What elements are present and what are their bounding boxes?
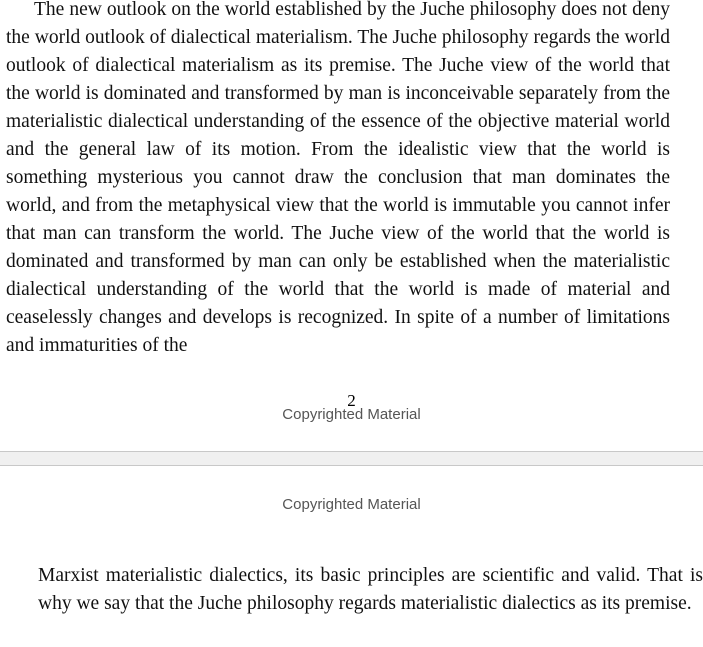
paragraph: Marxist materialistic dialectics, its basic principles are scientific and valid. That is why we say that the Juche philosophy regards materialistic dialectics as its premise. — [38, 565, 703, 614]
page-number: 2 — [347, 391, 356, 410]
paragraph: The new outlook on the world established by the Juche philosophy does not deny the world outlook of dialectical materialism. The Juche philosophy regards the world outlook of dialectical materialism as its premise. The Juche view of the world that the world is dominated and transformed by man is inconceivable separately from the materialistic dialectical understanding of the essence of the objective material world and the general law of its motion. From the idealistic view that the world is something mysterious you cannot draw the conclusion that man dominates the world, and from the metaphysical view that the world is immutable you cannot infer that man can transform the world. The Juche view of the world that the world is dominated and transformed by man can only be established when the materialistic dialectical understanding of the world that the world is made of material and ceaselessly changes and develops is recognized. In spite of a number of limitations and immaturities of the — [6, 0, 670, 356]
page-top-body — [6, 0, 670, 360]
copyright-watermark: Copyrighted Material — [282, 496, 421, 513]
page-bottom-body — [38, 562, 703, 618]
copyright-watermark: Copyrighted Material — [282, 406, 421, 423]
page-separator — [0, 451, 703, 466]
page-bottom — [0, 466, 703, 647]
